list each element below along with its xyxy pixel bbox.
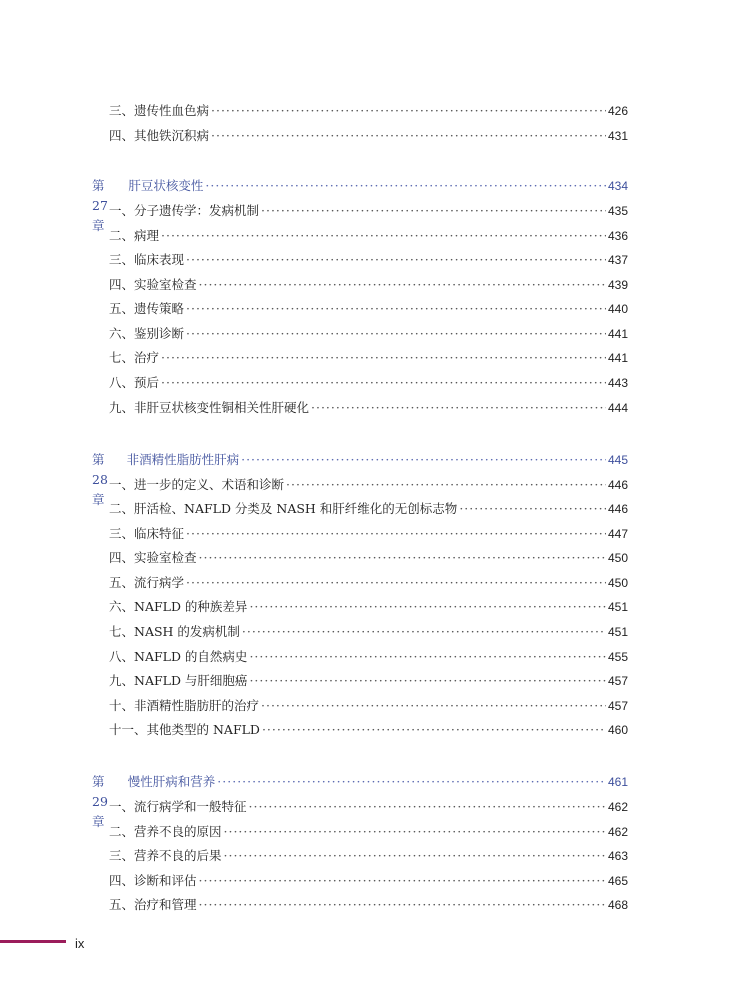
toc-entry[interactable] xyxy=(109,822,628,842)
toc-entry[interactable] xyxy=(109,324,628,344)
toc-page-number: 463 xyxy=(607,849,628,863)
toc-entry[interactable] xyxy=(109,373,628,393)
toc-page-number: 460 xyxy=(607,723,628,737)
toc-entry[interactable] xyxy=(109,895,628,915)
dot-leader xyxy=(261,696,606,716)
toc-entry-label: 十、非酒精性脂肪肝的治疗 xyxy=(109,698,260,713)
dot-leader xyxy=(199,871,606,891)
toc-page-number: 445 xyxy=(607,453,628,467)
toc-entry[interactable] xyxy=(109,548,628,568)
toc-page-number: 457 xyxy=(607,699,628,713)
toc-entry-label: 一、流行病学和一般特征 xyxy=(109,799,247,814)
dot-leader xyxy=(459,499,606,519)
toc-page-number: 443 xyxy=(607,376,628,390)
toc-page-number: 468 xyxy=(607,898,628,912)
dot-leader xyxy=(224,822,606,842)
toc-entry[interactable] xyxy=(109,597,628,617)
toc-page-number: 441 xyxy=(607,351,628,365)
toc-page-number: 441 xyxy=(607,327,628,341)
toc-page-number: 437 xyxy=(607,253,628,267)
toc-entry[interactable] xyxy=(109,499,628,519)
dot-leader xyxy=(199,275,606,295)
toc-entry[interactable] xyxy=(109,475,628,495)
dot-leader xyxy=(217,772,606,792)
dot-leader xyxy=(186,573,606,593)
toc-page-number: 455 xyxy=(607,650,628,664)
footer-accent-bar xyxy=(0,940,66,943)
dot-leader xyxy=(186,324,606,344)
toc-entry-label: 七、NASH 的发病机制 xyxy=(109,624,240,639)
toc-entry-label: 四、实验室检查 xyxy=(109,277,197,292)
toc-page-number: 446 xyxy=(607,502,628,516)
toc-entry[interactable] xyxy=(109,797,628,817)
toc-page-number: 461 xyxy=(607,775,628,789)
toc-page-number: 436 xyxy=(607,229,628,243)
dot-leader xyxy=(249,647,606,667)
toc-entry[interactable] xyxy=(109,622,628,642)
dot-leader xyxy=(261,201,606,221)
toc-entry[interactable] xyxy=(109,524,628,544)
toc-entry-label: 四、其他铁沉积病 xyxy=(109,128,210,143)
dot-leader xyxy=(249,671,606,691)
toc-entry[interactable] xyxy=(109,398,628,418)
dot-leader xyxy=(211,101,606,121)
dot-leader xyxy=(186,299,606,319)
toc-entry-label: 九、NAFLD 与肝细胞癌 xyxy=(109,673,248,688)
toc-page-number: 434 xyxy=(607,179,628,193)
dot-leader xyxy=(286,475,606,495)
toc-page-number: 450 xyxy=(607,551,628,565)
dot-leader xyxy=(262,720,606,740)
dot-leader xyxy=(186,250,606,270)
toc-entry[interactable] xyxy=(109,275,628,295)
page-number: ix xyxy=(75,936,85,951)
toc-entry[interactable] xyxy=(109,226,628,246)
toc-page-number: 465 xyxy=(607,874,628,888)
toc-entry[interactable] xyxy=(109,696,628,716)
dot-leader xyxy=(224,846,606,866)
toc-page-number: 451 xyxy=(607,600,628,614)
toc-entry-label: 三、临床表现 xyxy=(109,252,185,267)
dot-leader xyxy=(242,622,606,642)
toc-entry-label: 七、治疗 xyxy=(109,350,160,365)
toc-entry-label: 八、预后 xyxy=(109,375,160,390)
toc-entry-label: 四、实验室检查 xyxy=(109,550,197,565)
toc-entry[interactable] xyxy=(109,250,628,270)
chapter-title: 肝豆状核变性 xyxy=(128,178,204,193)
toc-entry[interactable] xyxy=(109,671,628,691)
toc-page-number: 440 xyxy=(607,302,628,316)
toc-entry-label: 二、营养不良的原因 xyxy=(109,824,222,839)
dot-leader xyxy=(311,398,606,418)
dot-leader xyxy=(211,126,606,146)
toc-entry-label: 五、流行病学 xyxy=(109,575,185,590)
toc-entry-label: 六、鉴别诊断 xyxy=(109,326,185,341)
toc-entry-label: 五、遗传策略 xyxy=(109,301,185,316)
toc-entry-label: 六、NAFLD 的种族差异 xyxy=(109,599,248,614)
chapter-number: 第 28 章 xyxy=(92,452,108,507)
toc-entry[interactable] xyxy=(109,201,628,221)
toc-entry-label: 三、营养不良的后果 xyxy=(109,848,222,863)
toc-entry-label: 一、分子遗传学：发病机制 xyxy=(109,203,260,218)
toc-entry-label: 八、NAFLD 的自然病史 xyxy=(109,649,248,664)
dot-leader xyxy=(199,895,606,915)
dot-leader xyxy=(249,597,606,617)
chapter-number: 第 29 章 xyxy=(92,774,108,829)
toc-entry-label: 四、诊断和评估 xyxy=(109,873,197,888)
toc-entry[interactable] xyxy=(109,126,628,146)
toc-entry-label: 十一、其他类型的 NAFLD xyxy=(109,722,260,737)
dot-leader xyxy=(186,524,606,544)
toc-entry[interactable] xyxy=(109,871,628,891)
toc-page-number: 462 xyxy=(607,825,628,839)
toc-entry[interactable] xyxy=(109,299,628,319)
dot-leader xyxy=(161,348,606,368)
toc-page-number: 457 xyxy=(607,674,628,688)
toc-entry-label: 二、肝活检、NAFLD 分类及 NASH 和肝纤维化的无创标志物 xyxy=(109,501,458,516)
toc-page-number: 439 xyxy=(607,278,628,292)
toc-page-number: 446 xyxy=(607,478,628,492)
toc-page-number: 450 xyxy=(607,576,628,590)
dot-leader xyxy=(161,226,606,246)
toc-page-number: 447 xyxy=(607,527,628,541)
chapter-title: 非酒精性脂肪性肝病 xyxy=(126,452,240,467)
toc-entry-label: 三、临床特征 xyxy=(109,526,185,541)
dot-leader xyxy=(241,450,606,470)
dot-leader xyxy=(199,548,606,568)
toc-entry[interactable] xyxy=(109,348,628,368)
toc-entry-label: 九、非肝豆状核变性铜相关性肝硬化 xyxy=(109,400,310,415)
toc-entry[interactable] xyxy=(109,647,628,667)
toc-entry-label: 三、遗传性血色病 xyxy=(109,103,210,118)
toc-page-number: 431 xyxy=(607,129,628,143)
toc-page-number: 444 xyxy=(607,401,628,415)
dot-leader xyxy=(249,797,606,817)
toc-page-number: 451 xyxy=(607,625,628,639)
toc-page-number: 435 xyxy=(607,204,628,218)
chapter-title: 慢性肝病和营养 xyxy=(127,774,216,789)
toc-entry[interactable] xyxy=(109,101,628,121)
toc-entry-label: 一、进一步的定义、术语和诊断 xyxy=(109,477,285,492)
toc-entry[interactable] xyxy=(109,720,628,740)
chapter-number: 第 27 章 xyxy=(92,178,108,233)
toc-entry[interactable] xyxy=(109,573,628,593)
toc-page-number: 462 xyxy=(607,800,628,814)
toc-entry-label: 五、治疗和管理 xyxy=(109,897,197,912)
dot-leader xyxy=(161,373,606,393)
dot-leader xyxy=(205,176,606,196)
toc-entry-label: 二、病理 xyxy=(109,228,160,243)
toc-entry[interactable] xyxy=(109,846,628,866)
toc-page-number: 426 xyxy=(607,104,628,118)
